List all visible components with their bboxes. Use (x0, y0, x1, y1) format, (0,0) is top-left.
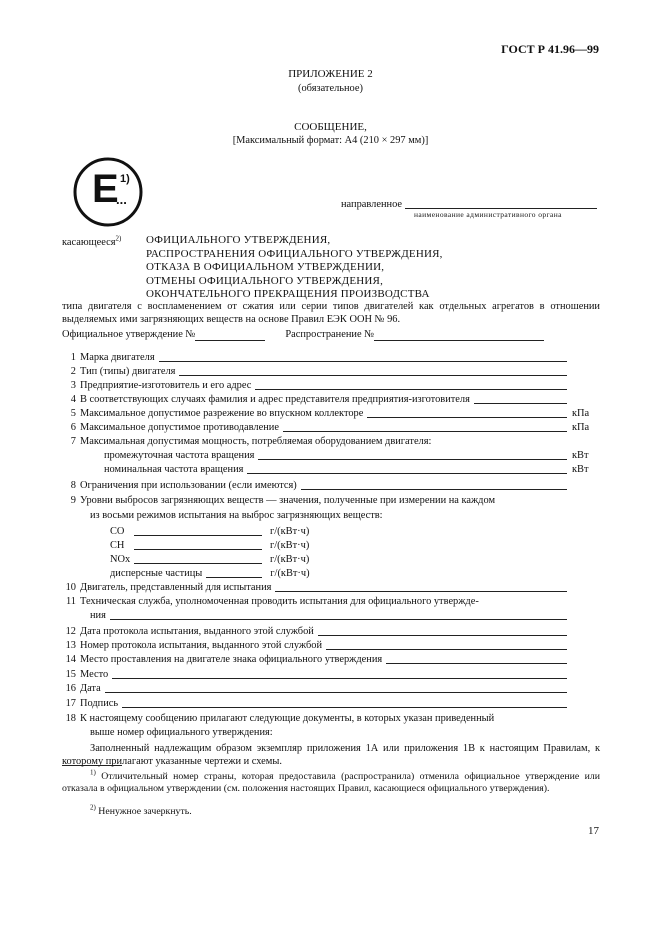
appendix-title: ПРИЛОЖЕНИЕ 2 (288, 68, 373, 80)
option-withdrawal: ОТМЕНЫ ОФИЦИАЛЬНОГО УТВЕРЖДЕНИЯ, (146, 274, 384, 287)
emission-co: CO г/(кВт·ч) (110, 526, 310, 537)
emission-co-field[interactable] (134, 534, 262, 536)
emission-nox-field[interactable] (134, 562, 262, 564)
item-1-field[interactable] (159, 360, 567, 362)
emission-nox: NOx г/(кВт·ч) (110, 554, 310, 565)
emblem-letter: E (92, 167, 119, 211)
emission-particulates-field[interactable] (206, 576, 262, 578)
item-6-field[interactable] (283, 430, 567, 432)
item-15: 15 Место (62, 667, 602, 681)
item-11-field[interactable] (110, 618, 567, 620)
emblem-note: 1) (120, 173, 130, 185)
item-18: 18 К настоящему сообщению прилагают следующие документы, в которых указан приведенный (65, 713, 495, 724)
item-10-field[interactable] (275, 590, 567, 592)
item-4-field[interactable] (474, 402, 567, 404)
item-1: 1 Марка двигателя (62, 350, 602, 364)
item-14: 14 Место проставления на двигателе знака официального утверждения (62, 652, 602, 666)
closing-paragraph: Заполненный надлежащим образом экземпляр приложения 1А или приложения 1В к настоящим Правилам, к которому прилагают указанные чертежи и схемы. (62, 743, 600, 767)
item-12: 12 Дата протокола испытания, выданного этой службой (62, 624, 602, 638)
item-7-rated-field[interactable] (247, 472, 567, 474)
item-13: 13 Номер протокола испытания, выданного этой службой (62, 638, 602, 652)
extension-no-label: Распространение № (285, 329, 375, 340)
item-18-line2: выше номер официального утверждения: (90, 727, 273, 738)
item-17-field[interactable] (122, 706, 567, 708)
footnote-2: $^{2)}$ Ненужное зачеркнуть. (90, 803, 192, 817)
emission-ch-field[interactable] (134, 548, 262, 550)
option-approval: ОФИЦИАЛЬНОГО УТВЕРЖДЕНИЯ, (146, 234, 331, 246)
appendix-subtitle: (обязательное) (298, 83, 363, 94)
extension-no-field[interactable] (374, 330, 544, 341)
item-9: 9 Уровни выбросов загрязняющих веществ — значения, полученные при измерении на каждом (70, 495, 496, 506)
message-format: [Максимальный формат: А4 (210 × 297 мм)] (232, 135, 429, 146)
item-14-field[interactable] (386, 662, 567, 664)
approval-numbers (62, 328, 602, 341)
item-12-field[interactable] (318, 634, 567, 636)
document-id: ГОСТ Р 41.96—99 (501, 42, 599, 56)
page-number: 17 (588, 825, 599, 837)
option-extension: РАСПРОСТРАНЕНИЯ ОФИЦИАЛЬНОГО УТВЕРЖДЕНИЯ, (146, 247, 443, 260)
item-2-field[interactable] (179, 374, 567, 376)
item-15-field[interactable] (112, 677, 567, 679)
emblem-dots: ... (116, 192, 127, 207)
item-13-field[interactable] (326, 648, 567, 650)
footnote-divider (62, 765, 122, 766)
item-4: 4 В соответствующих случаях фамилия и адрес представителя предприятия-изготовителя (62, 392, 602, 406)
item-2: 2 Тип (типы) двигателя (62, 364, 602, 378)
item-3: 3 Предприятие-изготовитель и его адрес (62, 378, 602, 392)
sent-by-label: направленное (341, 199, 403, 210)
e-mark-emblem (72, 156, 144, 228)
item-6: 6 Максимальное допустимое противодавление кПа (70, 422, 590, 433)
option-discontinued: ОКОНЧАТЕЛЬНОГО ПРЕКРАЩЕНИЯ ПРОИЗВОДСТВА (146, 288, 430, 300)
item-9-line2: из восьми режимов испытания на выброс загрязняющих веществ: (90, 510, 383, 521)
item-10: 10 Двигатель, представленный для испытания (62, 580, 602, 594)
item-7: 7 Максимальная допустимая мощность, потребляемая оборудованием двигателя: (70, 436, 432, 447)
emission-particulates: дисперсные частицы г/(кВт·ч) (110, 568, 310, 579)
item-11: 11 Техническая служба, уполномоченная проводить испытания для официального утвержде- (65, 596, 479, 607)
item-17: 17 Подпись (62, 696, 602, 710)
item-7-rated: номинальная частота вращения кВт (104, 464, 589, 475)
intro-paragraph: типа двигателя с воспламенением от сжатия или серии типов двигателей как отдельных агрегатов в отношении выделяемых ими загрязняющих веществ на основе Правил ЕЭК ООН № 96. (62, 301, 600, 325)
approval-no-label: Официальное утверждение № (62, 329, 196, 340)
item-3-field[interactable] (255, 388, 567, 390)
option-refusal: ОТКАЗА В ОФИЦИАЛЬНОМ УТВЕРЖДЕНИИ, (146, 261, 385, 273)
sent-by-line[interactable] (405, 208, 597, 209)
item-16: 16 Дата (62, 681, 602, 695)
concerning-label: касающееся$^{2)}$ (62, 234, 122, 248)
item-7-intermediate: промежуточная частота вращения кВт (104, 450, 589, 461)
item-8: 8 Ограничения при использовании (если имеются) (62, 478, 602, 492)
message-title: СООБЩЕНИЕ, (294, 121, 367, 133)
item-5-field[interactable] (367, 416, 567, 418)
concerning-options (146, 234, 443, 302)
item-8-field[interactable] (301, 488, 567, 490)
item-16-field[interactable] (105, 691, 567, 693)
item-11-line2: ния (80, 608, 602, 622)
item-5: 5 Максимальное допустимое разрежение во впускном коллекторе кПа (70, 408, 590, 419)
approval-no-field[interactable] (195, 330, 265, 341)
emission-ch: CH г/(кВт·ч) (110, 540, 310, 551)
item-7-intermediate-field[interactable] (258, 458, 567, 460)
sent-by-caption: наименование административного органа (414, 210, 562, 219)
footnote-1: $^{1)}$ Отличительный номер страны, которая предоставила (распространила) отменила официальное утверждение или отказала в официальном утверждении (см. положения настоящих Правил, касающиеся официального утверждения). (62, 768, 600, 795)
